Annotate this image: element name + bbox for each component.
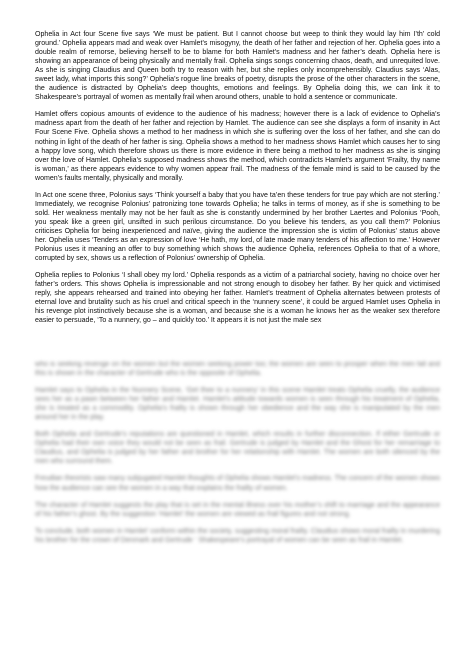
blurred-paragraph: To conclude, both women in Hamlet’ conform within the society, suggesting moral frailty. Claudius shows moral frailty in murdering his brother for the crown of Denmark and Gertrude ‘ Shakespeare’s portrayal of women can be seen as frail in Hamlet.: [35, 527, 440, 544]
paragraph-1: Ophelia in Act four Scene five says ‘We must be patient. But I cannot choose but weep to think they would lay him I’th’ cold ground.’ Ophelia appears mad and weak over Hamlet’s misogyny, the death of her father and rejection of her. Ophelia goes into a double realm of remorse, believing herself to be to blame for both Hamlet’s madness and her father’s death. Ophelia here is showing an appearance of being physically and mentally frail. Ophelia sings songs concerning chaos, death, and unrequited love. As she is singing Claudius and Queen both try to reason with her, but she replies only incomprehensibly. Claudius says ‘Alas, sweet lady, what imports this song?’ Ophelia’s rogue line breaks of poetry, disrupts the prose of the other characters in the scene, the audience is distracted by Ophelia’s deep thoughts, emotions and feelings. By Ophelia doing this, we can link it to Shakespeare’s portrayal of women as mentally frail when around others, unable to hold a sentence or communicate.: [35, 31, 440, 102]
blurred-paragraph: Hamlet says to Ophelia in the Nunnery Scene, ‘Get thee to a nunnery’ in this scene Hamlet treats Ophelia cruelly, the audience sees her as a pawn between her father and Hamlet. Hamlet’s attitude towards women is seen through his treatment of Ophelia, she is treated as a commodity. Ophelia’s frailty is shown through her obedience and the way she is manipulated by the men around her in the play.: [35, 387, 440, 422]
paragraph-2: Hamlet offers copious amounts of evidence to the audience of his madness; however there is a lack of evidence to Ophelia’s madness apart from the death of her father and rejection by Hamlet. The audience can see she displays a form of insanity in Act Four Scene Five. Ophelia shows a method to her madness in which she is suffering over the loss of her father, and she can do nothing in light of the death of her father is sing. Ophelia shows a method to her madness shows Hamlet which causes her to sing a happy love song, which therefore shows us there is more evidence in there being a method to her madness as she is singing over the love of Hamlet. Ophelia’s supposed madness shows the method, which contradicts Hamlet’s argument ‘Frailty, thy name is woman,’ as there appears evidence to why women appear frail. The madness of the female mind is said to be caused by the women’s faults mentally, physically and morally.: [35, 111, 440, 182]
paragraph-4: Ophelia replies to Polonius ‘I shall obey my lord.’ Ophelia responds as a victim of a patriarchal society, having no choice over her father’s orders. This shows Ophelia is impressionable and not strong enough to disobey her father. By her quick and victimised reply, she appears rehearsed and trained into obeying her father. Hamlet’s treatment of Ophelia alternates between protests of eternal love and brutality such as his cruel and critical speech in the ‘nunnery scene’, it could be argued Hamlet uses Ophelia in his revenge plot instinctively because she is a woman, and because she is a woman he knows her as the weaker sex therefore easier to persuade, ‘To a nunnery, go – and quickly too.’ It appears it is not just the male sex: [35, 272, 440, 325]
document-body: [35, 30, 440, 333]
paragraph-3: In Act one scene three, Polonius says ‘Think yourself a baby that you have ta’en these tenders for true pay which are not sterling.’ Immediately, we recognise Polonius’ patronizing tone towards Ophelia; he talks in terms of money, as if she is something to be sold. Her weakness mentally may not be her fault as she is constantly undermined by her brother Laertes and Polonius ‘Pooh, you speak like a green girl, unsifted in such perilous circumstance. Do you believe his tenders, as you call them?’ Polonius criticises Ophelia for being inexperienced and naïve, giving the audience the impression she is victim of Polonius’ status above her. Ophelia uses ‘Tenders as an expression of love ‘He hath, my lord, of late made many tenders of his affection to me.’ However Polonius uses it meaning an offer to buy something which shows the audience Ophelia, references Ophelia to that of a whore, corrupted by sex, shows us a reflection of Polonius’ ownership of Ophelia.: [35, 191, 440, 263]
blurred-paragraph: Freudian theorists saw many subjugated Hamlet thoughts of Ophelia shows Hamlet’s madness. The concern of the women shows how the audience can see the women in a way that explains the frailty of women.: [35, 475, 440, 492]
blurred-paragraph: who is seeking revenge on the women but the women seeking power too; the women are seen to prosper when the men fall and this is shown in the character of Gertrude who is the opposite of Ophelia.: [35, 361, 440, 378]
blurred-paragraph: The character of Hamlet suggests the play that is set in the mental illness over his mother’s shift to marriage and the appearance of his father’s ghost. By the suggestion ‘Hamlet’ the women are viewed as frail figures and not strong.: [35, 501, 440, 518]
blurred-paragraph: Both Ophelia and Gertrude’s reputations are questioned in Hamlet, which results in further disconnection. If either Gertrude or Ophelia had their own voice they would not be seen as frail. Gertrude is judged by Hamlet and the Ghost for her remarriage to Claudius, and Ophelia is judged by her father and brother for her relationship with Hamlet. The women are both silenced by the men who surround them.: [35, 431, 440, 466]
blurred-preview-region: [35, 360, 440, 660]
